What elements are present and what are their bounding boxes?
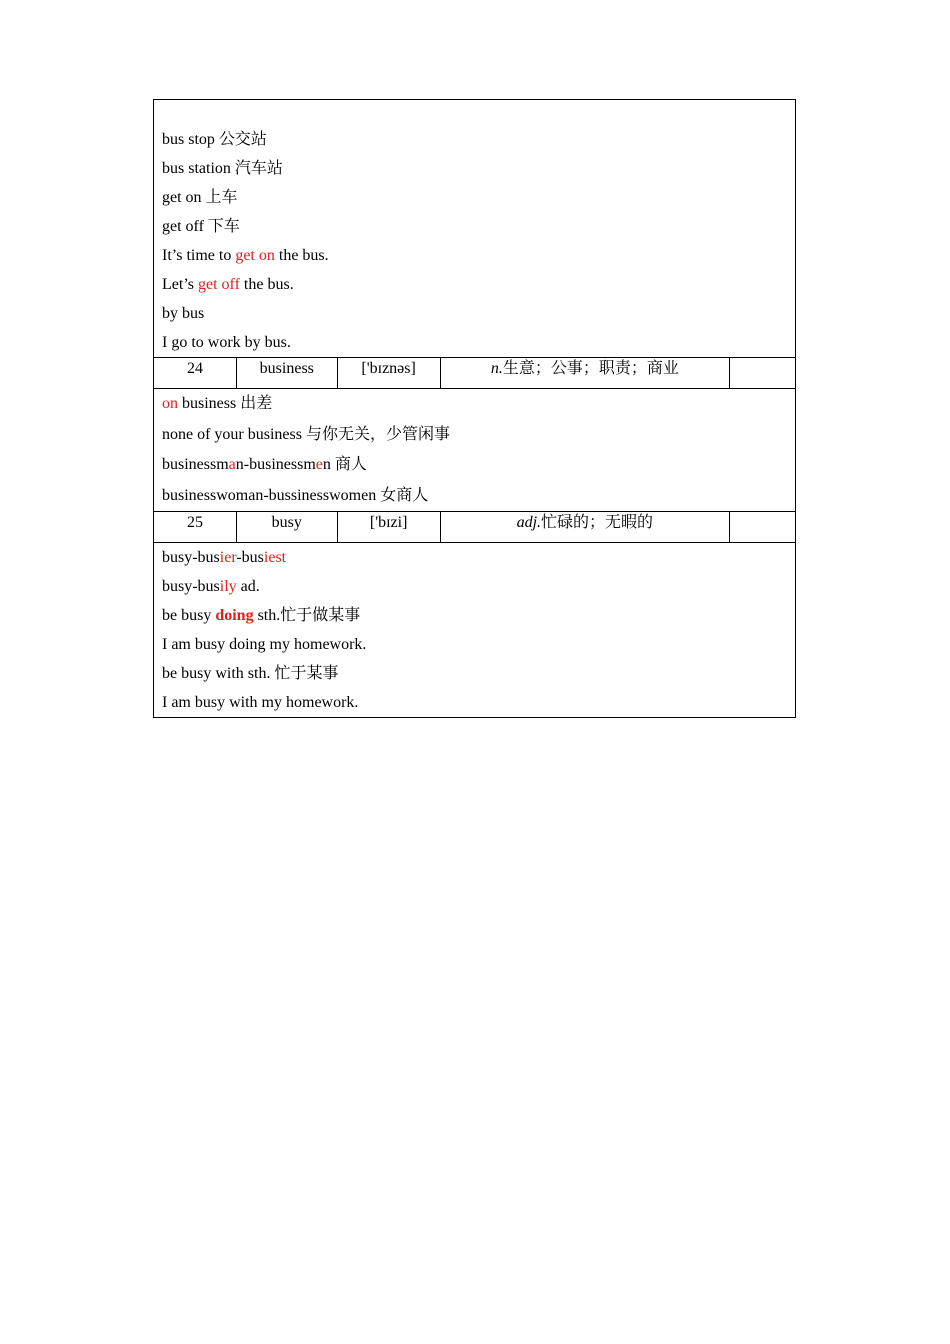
entry-phonetic: ['bɪznəs] [338, 358, 441, 388]
note-line [162, 601, 787, 630]
note-line [162, 183, 787, 212]
note-line [162, 688, 787, 717]
note-text: by bus [162, 305, 205, 322]
note-text: n-businessm [235, 456, 316, 473]
part-of-speech: adj. [516, 514, 542, 531]
note-text: the bus. [274, 247, 329, 264]
note-text: businesswoman-bussinesswomen 女商人 [162, 486, 429, 504]
note-text: n 商人 [322, 456, 367, 473]
note-line [162, 328, 787, 357]
note-text: bus station 汽车站 [162, 160, 283, 177]
note-line [162, 450, 787, 481]
note-lines [162, 543, 787, 717]
busy-usage-notes [154, 543, 795, 717]
entry-number: 25 [154, 512, 237, 542]
part-of-speech: n. [490, 360, 503, 377]
note-text: be busy [162, 607, 216, 624]
note-text: business 出差 [178, 395, 273, 412]
highlight-text: iest [263, 549, 287, 566]
note-line [162, 481, 787, 512]
note-text: get off 下车 [162, 218, 240, 235]
note-text: be busy with sth. 忙于某事 [162, 665, 339, 682]
note-text: busy-bus [162, 578, 220, 595]
note-text: sth.忙于做某事 [253, 607, 361, 624]
note-line [162, 241, 787, 270]
entry-word: busy [237, 512, 338, 542]
note-text: I go to work by bus. [162, 334, 291, 351]
entry-row-busy [154, 512, 795, 543]
note-lines [162, 125, 787, 357]
note-line [162, 389, 787, 420]
highlight-text: a [228, 456, 236, 473]
entry-extra [730, 358, 795, 388]
note-line [162, 420, 787, 451]
note-text: I am busy with my homework. [162, 694, 359, 711]
note-text: I am busy doing my homework. [162, 636, 367, 653]
note-text: the bus. [239, 276, 294, 293]
entry-meaning [441, 358, 731, 388]
highlight-text: e [315, 456, 323, 473]
note-line [162, 572, 787, 601]
note-line [162, 154, 787, 183]
note-text: Let’s [162, 276, 198, 293]
meaning-text: 忙碌的；无暇的 [541, 514, 654, 531]
note-text: businessm [162, 456, 229, 473]
meaning-text: 生意；公事；职责；商业 [502, 360, 679, 377]
note-text: ad. [236, 578, 260, 595]
highlight-text: ily [219, 578, 237, 595]
entry-word: business [237, 358, 338, 388]
note-text: bus stop 公交站 [162, 131, 267, 148]
business-usage-notes [154, 389, 795, 512]
highlight-text: ier [219, 549, 237, 566]
entry-extra [730, 512, 795, 542]
highlight-text: doing [215, 607, 254, 624]
note-text: none of your business 与你无关，少管闲事 [162, 425, 450, 443]
note-line [162, 212, 787, 241]
entry-row-business [154, 358, 795, 389]
note-line [162, 659, 787, 688]
note-lines [162, 389, 787, 511]
highlight-text: on [162, 395, 178, 412]
note-text: -bus [236, 549, 264, 566]
entry-meaning [441, 512, 731, 542]
note-line [162, 630, 787, 659]
highlight-text: get off [198, 276, 240, 293]
entry-phonetic: ['bɪzi] [338, 512, 441, 542]
entry-number: 24 [154, 358, 237, 388]
note-text: get on 上车 [162, 189, 238, 206]
note-line [162, 125, 787, 154]
note-line [162, 299, 787, 328]
note-text: It’s time to [162, 247, 236, 264]
highlight-text: get on [235, 247, 275, 264]
note-text: busy-bus [162, 549, 220, 566]
note-line [162, 543, 787, 572]
note-line [162, 270, 787, 299]
vocabulary-table [153, 99, 796, 718]
bus-usage-notes [154, 100, 795, 358]
